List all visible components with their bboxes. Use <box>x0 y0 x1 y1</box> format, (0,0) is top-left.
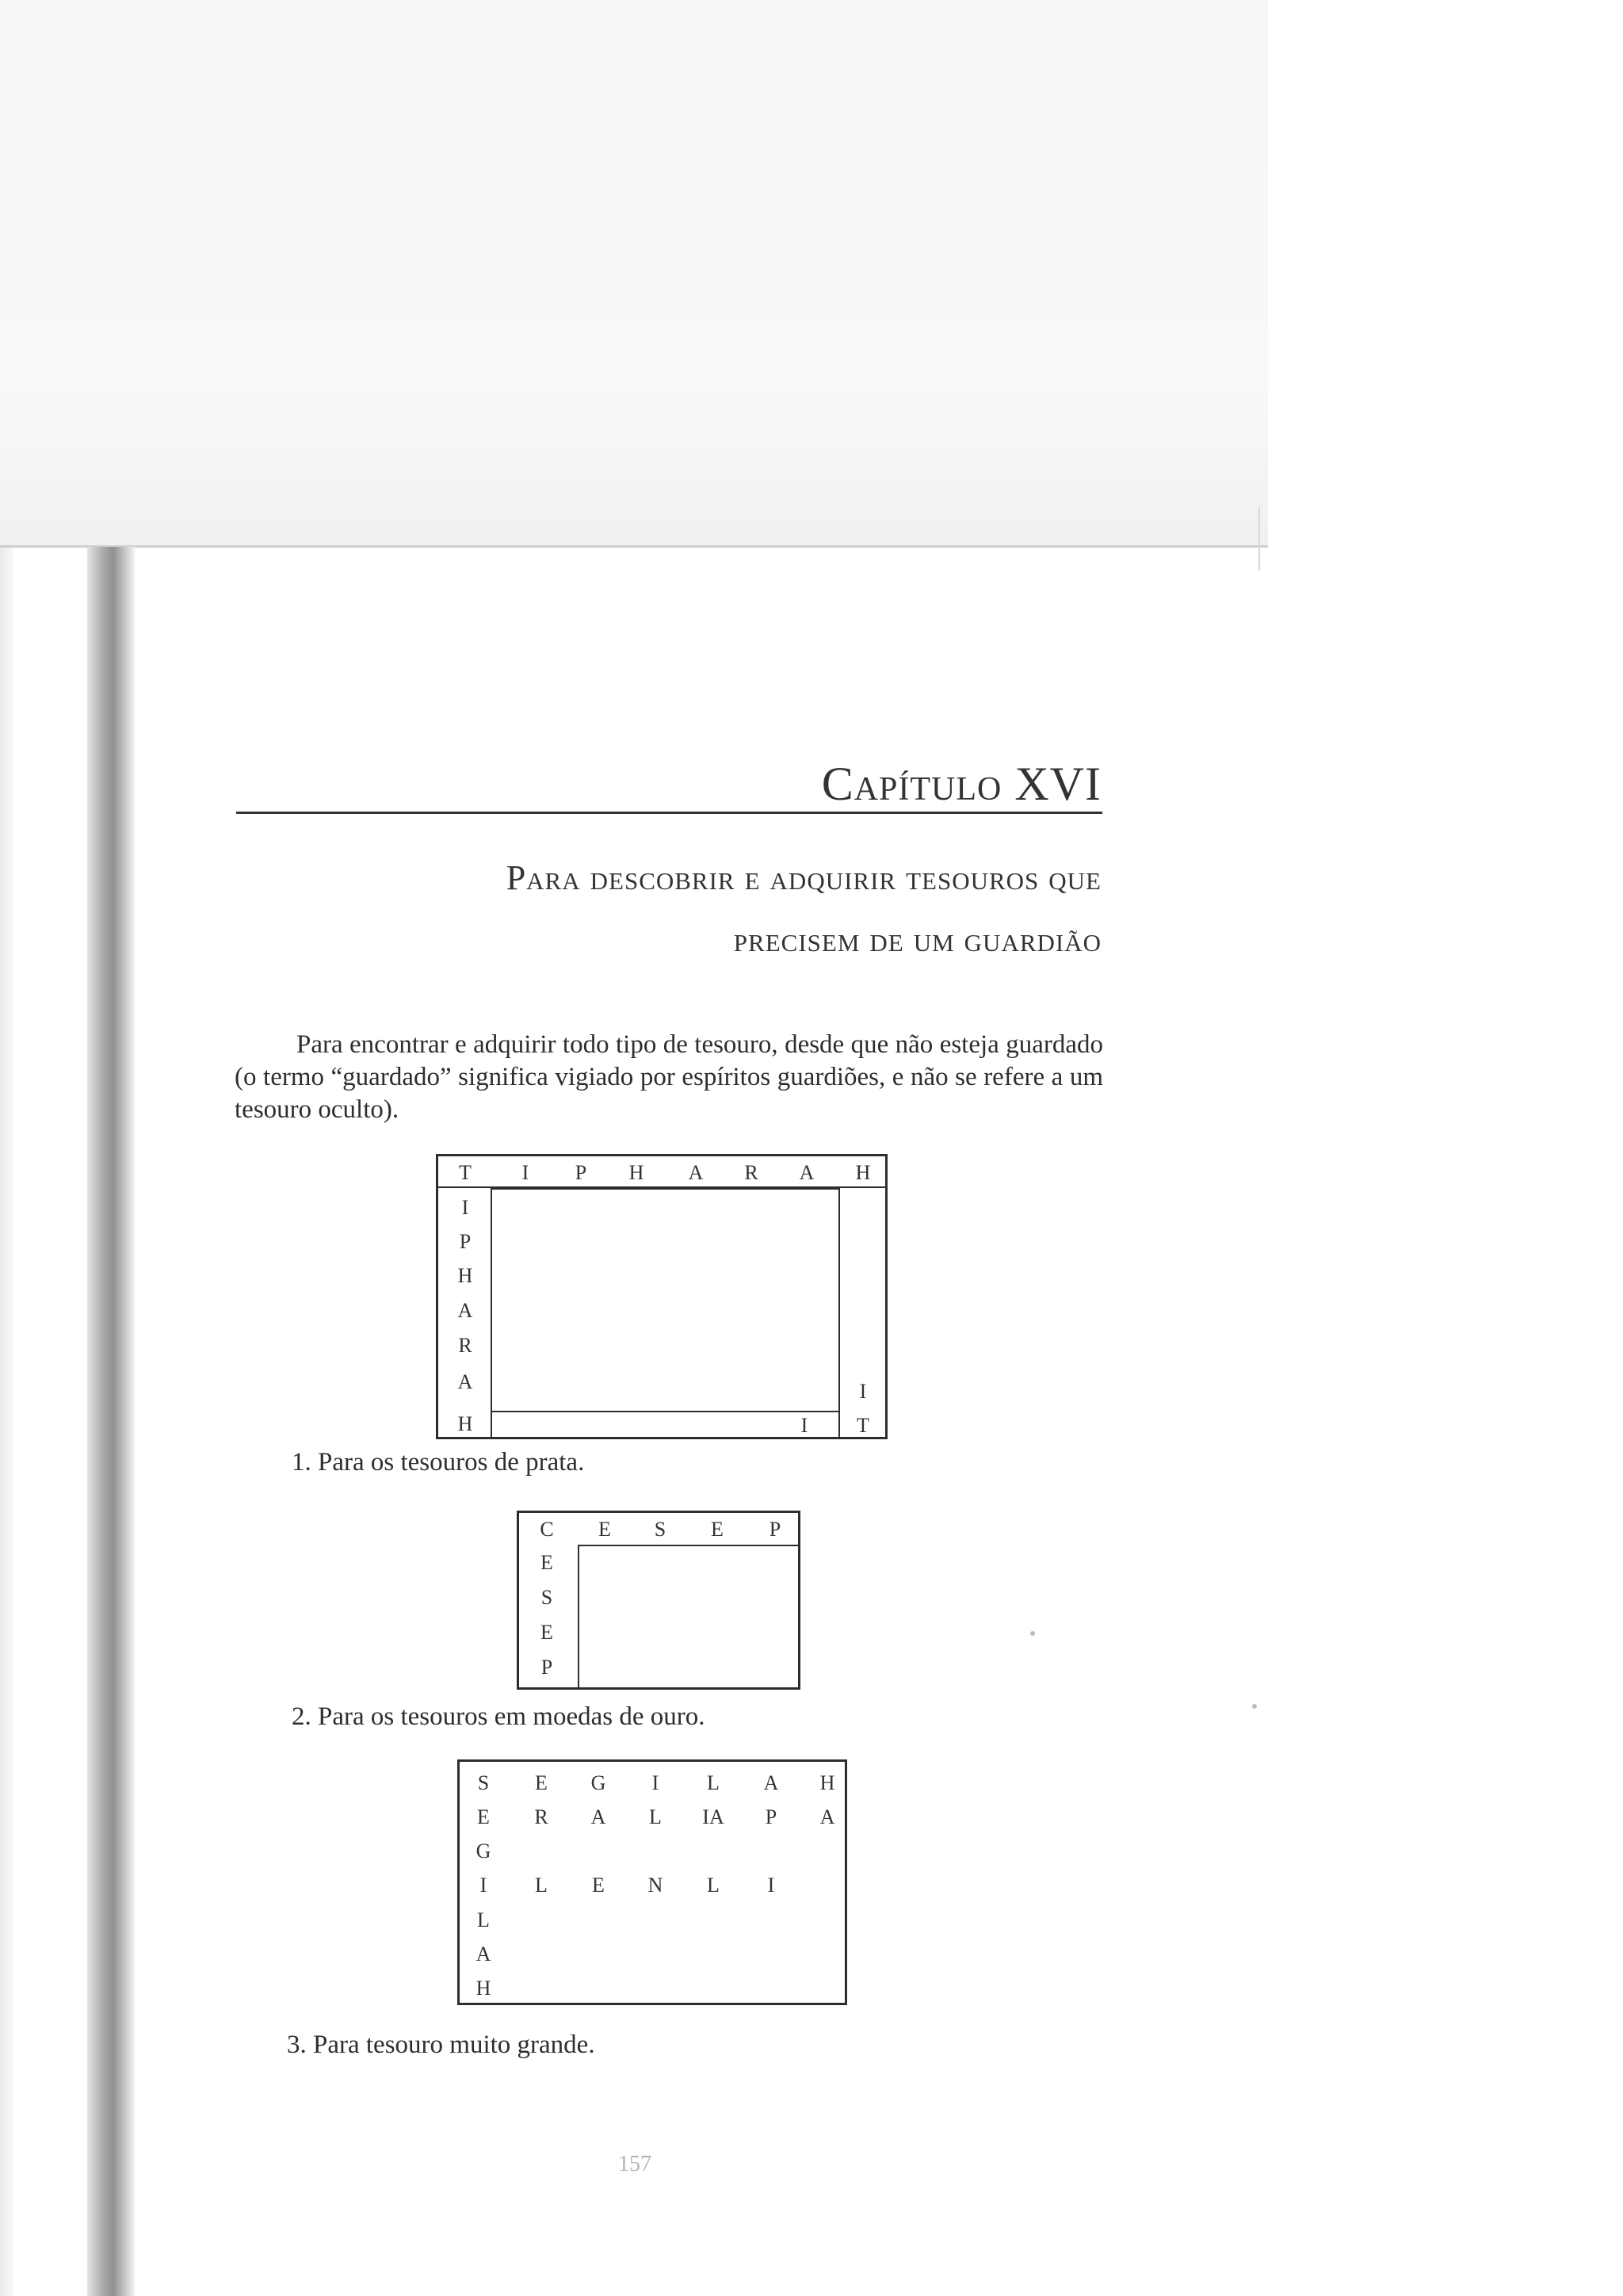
diagram-1-left-letter: I <box>461 1196 469 1219</box>
diagram-2-top-letter: E <box>711 1518 724 1541</box>
diagram-1-top-row-rule <box>438 1186 885 1188</box>
diagram-3-cell: S <box>477 1771 490 1794</box>
diagram-2-top-letter: S <box>654 1518 666 1541</box>
diagram-3-cell: H <box>475 1977 491 2000</box>
chapter-heading: Capítulo XVI <box>821 758 1102 810</box>
diagram-1-top-letter: H <box>855 1161 871 1184</box>
diagram-3-cell: A <box>763 1771 779 1794</box>
diagram-1-top-letter: R <box>744 1161 758 1184</box>
diagram-2 <box>517 1511 800 1690</box>
diagram-2-caption: 2. Para os tesouros em moedas de ouro. <box>292 1702 705 1731</box>
diagram-3-cell: L <box>707 1771 720 1794</box>
diagram-1-top-letter: I <box>521 1161 529 1184</box>
diagram-1-inner-box <box>491 1188 840 1412</box>
diagram-3-cell: I <box>479 1874 487 1897</box>
diagram-1-left-letter: P <box>459 1230 472 1253</box>
page-top-edge <box>0 545 1268 548</box>
diagram-3-cell: L <box>649 1805 662 1828</box>
diagram-3-cell: A <box>590 1805 606 1828</box>
diagram-3-cell: L <box>477 1908 490 1931</box>
diagram-3-cell: P <box>765 1805 777 1828</box>
diagram-1-top-letter: A <box>799 1161 815 1184</box>
diagram-1-top-letter: P <box>575 1161 587 1184</box>
diagram-2-top-letter: C <box>540 1518 554 1541</box>
diagram-3-cell: R <box>534 1805 548 1828</box>
scan-speck <box>1252 1704 1257 1709</box>
diagram-2-left-letter: P <box>540 1656 553 1679</box>
intro-paragraph: Para encontrar e adquirir todo tipo de tesouro, desde que não esteja guardado (o termo “guardado” significa vigiado por espíritos guardiões, e não se refere a um tesouro oculto). <box>235 1030 1103 1124</box>
diagram-1-bottom-letter: I <box>800 1414 808 1437</box>
diagram-1-right-letter: T <box>857 1414 869 1437</box>
diagram-1-top-letter: H <box>628 1161 644 1184</box>
section-title-line-1: Para descobrir e adquirir tesouros que <box>506 858 1102 897</box>
diagram-1-left-letter: A <box>457 1299 473 1322</box>
diagram-1 <box>436 1154 888 1439</box>
diagram-1-bottom-row-box <box>491 1411 840 1439</box>
diagram-1-left-letter: H <box>457 1412 473 1435</box>
diagram-3-cell: IA <box>702 1805 724 1828</box>
scan-speck <box>1030 1631 1035 1636</box>
diagram-1-top-letter: T <box>459 1161 472 1184</box>
diagram-1-caption: 1. Para os tesouros de prata. <box>292 1448 585 1477</box>
diagram-1-left-letter: H <box>457 1264 473 1287</box>
diagram-1-top-letter: A <box>688 1161 704 1184</box>
diagram-3-cell: E <box>535 1771 548 1794</box>
diagram-2-inner-box <box>578 1545 798 1687</box>
chapter-rule <box>236 812 1102 814</box>
diagram-3 <box>457 1759 847 2005</box>
diagram-1-right-letter: I <box>859 1380 867 1403</box>
diagram-3-cell: G <box>590 1771 606 1794</box>
page-right-edge <box>1258 507 1260 571</box>
diagram-3-cell: L <box>707 1874 720 1897</box>
diagram-3-cell: L <box>535 1874 548 1897</box>
diagram-3-cell: G <box>475 1839 491 1862</box>
diagram-3-cell: I <box>767 1874 775 1897</box>
section-title-line-2: precisem de um guardião <box>733 920 1102 959</box>
diagram-1-left-letter: A <box>457 1370 473 1393</box>
diagram-2-left-letter: E <box>540 1551 553 1574</box>
diagram-3-cell: I <box>651 1771 659 1794</box>
book-binding-shadow <box>87 547 135 2296</box>
page-number: 157 <box>618 2152 651 2176</box>
scan-previous-page <box>0 0 1268 547</box>
diagram-2-left-letter: S <box>540 1586 553 1609</box>
diagram-3-cell: A <box>819 1805 835 1828</box>
diagram-2-top-letter: P <box>769 1518 781 1541</box>
diagram-3-cell: E <box>477 1805 490 1828</box>
diagram-3-cell: A <box>475 1943 491 1966</box>
diagram-2-left-letter: E <box>540 1621 553 1644</box>
diagram-3-caption: 3. Para tesouro muito grande. <box>287 2030 595 2059</box>
diagram-3-cell: H <box>819 1771 835 1794</box>
diagram-1-left-letter: R <box>458 1334 472 1357</box>
diagram-2-top-letter: E <box>598 1518 611 1541</box>
diagram-3-cell: E <box>592 1874 605 1897</box>
diagram-3-cell: N <box>647 1874 663 1897</box>
